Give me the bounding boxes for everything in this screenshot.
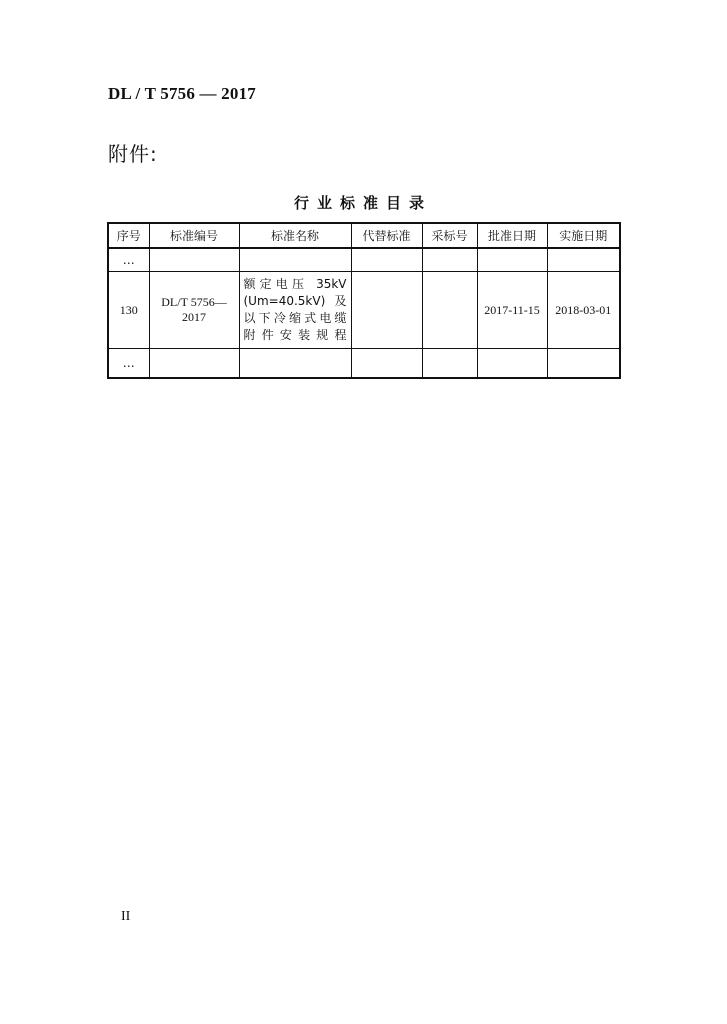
- replaced-cell: [351, 272, 422, 349]
- empty-cell: [351, 349, 422, 379]
- header-approval-date: 批准日期: [477, 223, 547, 248]
- empty-cell: [547, 349, 620, 379]
- table-row: [108, 248, 620, 272]
- adopted-cell: [422, 272, 477, 349]
- empty-cell: [422, 349, 477, 379]
- effective-date-cell: 2018-03-01: [547, 272, 620, 349]
- name-cell: [239, 272, 351, 349]
- attachment-label: 附件:: [108, 142, 158, 166]
- empty-cell: [422, 248, 477, 272]
- empty-cell: [547, 248, 620, 272]
- header-replaced: 代替标准: [351, 223, 422, 248]
- page-number: II: [121, 909, 131, 924]
- empty-cell: [477, 248, 547, 272]
- header-seq: 序号: [108, 223, 149, 248]
- empty-cell: [239, 248, 351, 272]
- header-name: 标准名称: [239, 223, 351, 248]
- standards-catalog-table: [107, 222, 621, 379]
- name-line: 附件安装规程: [243, 328, 347, 342]
- empty-cell: [239, 349, 351, 379]
- table-row: [108, 349, 620, 379]
- ellipsis-cell: …: [108, 248, 149, 272]
- standard-number: DL / T 5756 — 2017: [108, 84, 256, 103]
- code-line: DL/T 5756—: [161, 295, 227, 309]
- seq-cell: 130: [108, 272, 149, 349]
- table-title: 行业标准目录: [293, 194, 432, 212]
- table-row: [108, 272, 620, 349]
- header-adopted: 采标号: [422, 223, 477, 248]
- empty-cell: [351, 248, 422, 272]
- empty-cell: [149, 349, 239, 379]
- name-line: 以下冷缩式电缆: [243, 311, 347, 325]
- name-line: (Um=40.5kV)及: [243, 294, 347, 308]
- header-code: 标准编号: [149, 223, 239, 248]
- empty-cell: [149, 248, 239, 272]
- table-header-row: [108, 223, 620, 248]
- code-cell: [149, 272, 239, 349]
- code-line: 2017: [182, 310, 206, 324]
- ellipsis-cell: …: [108, 349, 149, 379]
- header-effective-date: 实施日期: [547, 223, 620, 248]
- approval-date-cell: 2017-11-15: [477, 272, 547, 349]
- empty-cell: [477, 349, 547, 379]
- name-line: 额定电压 35kV: [243, 277, 347, 291]
